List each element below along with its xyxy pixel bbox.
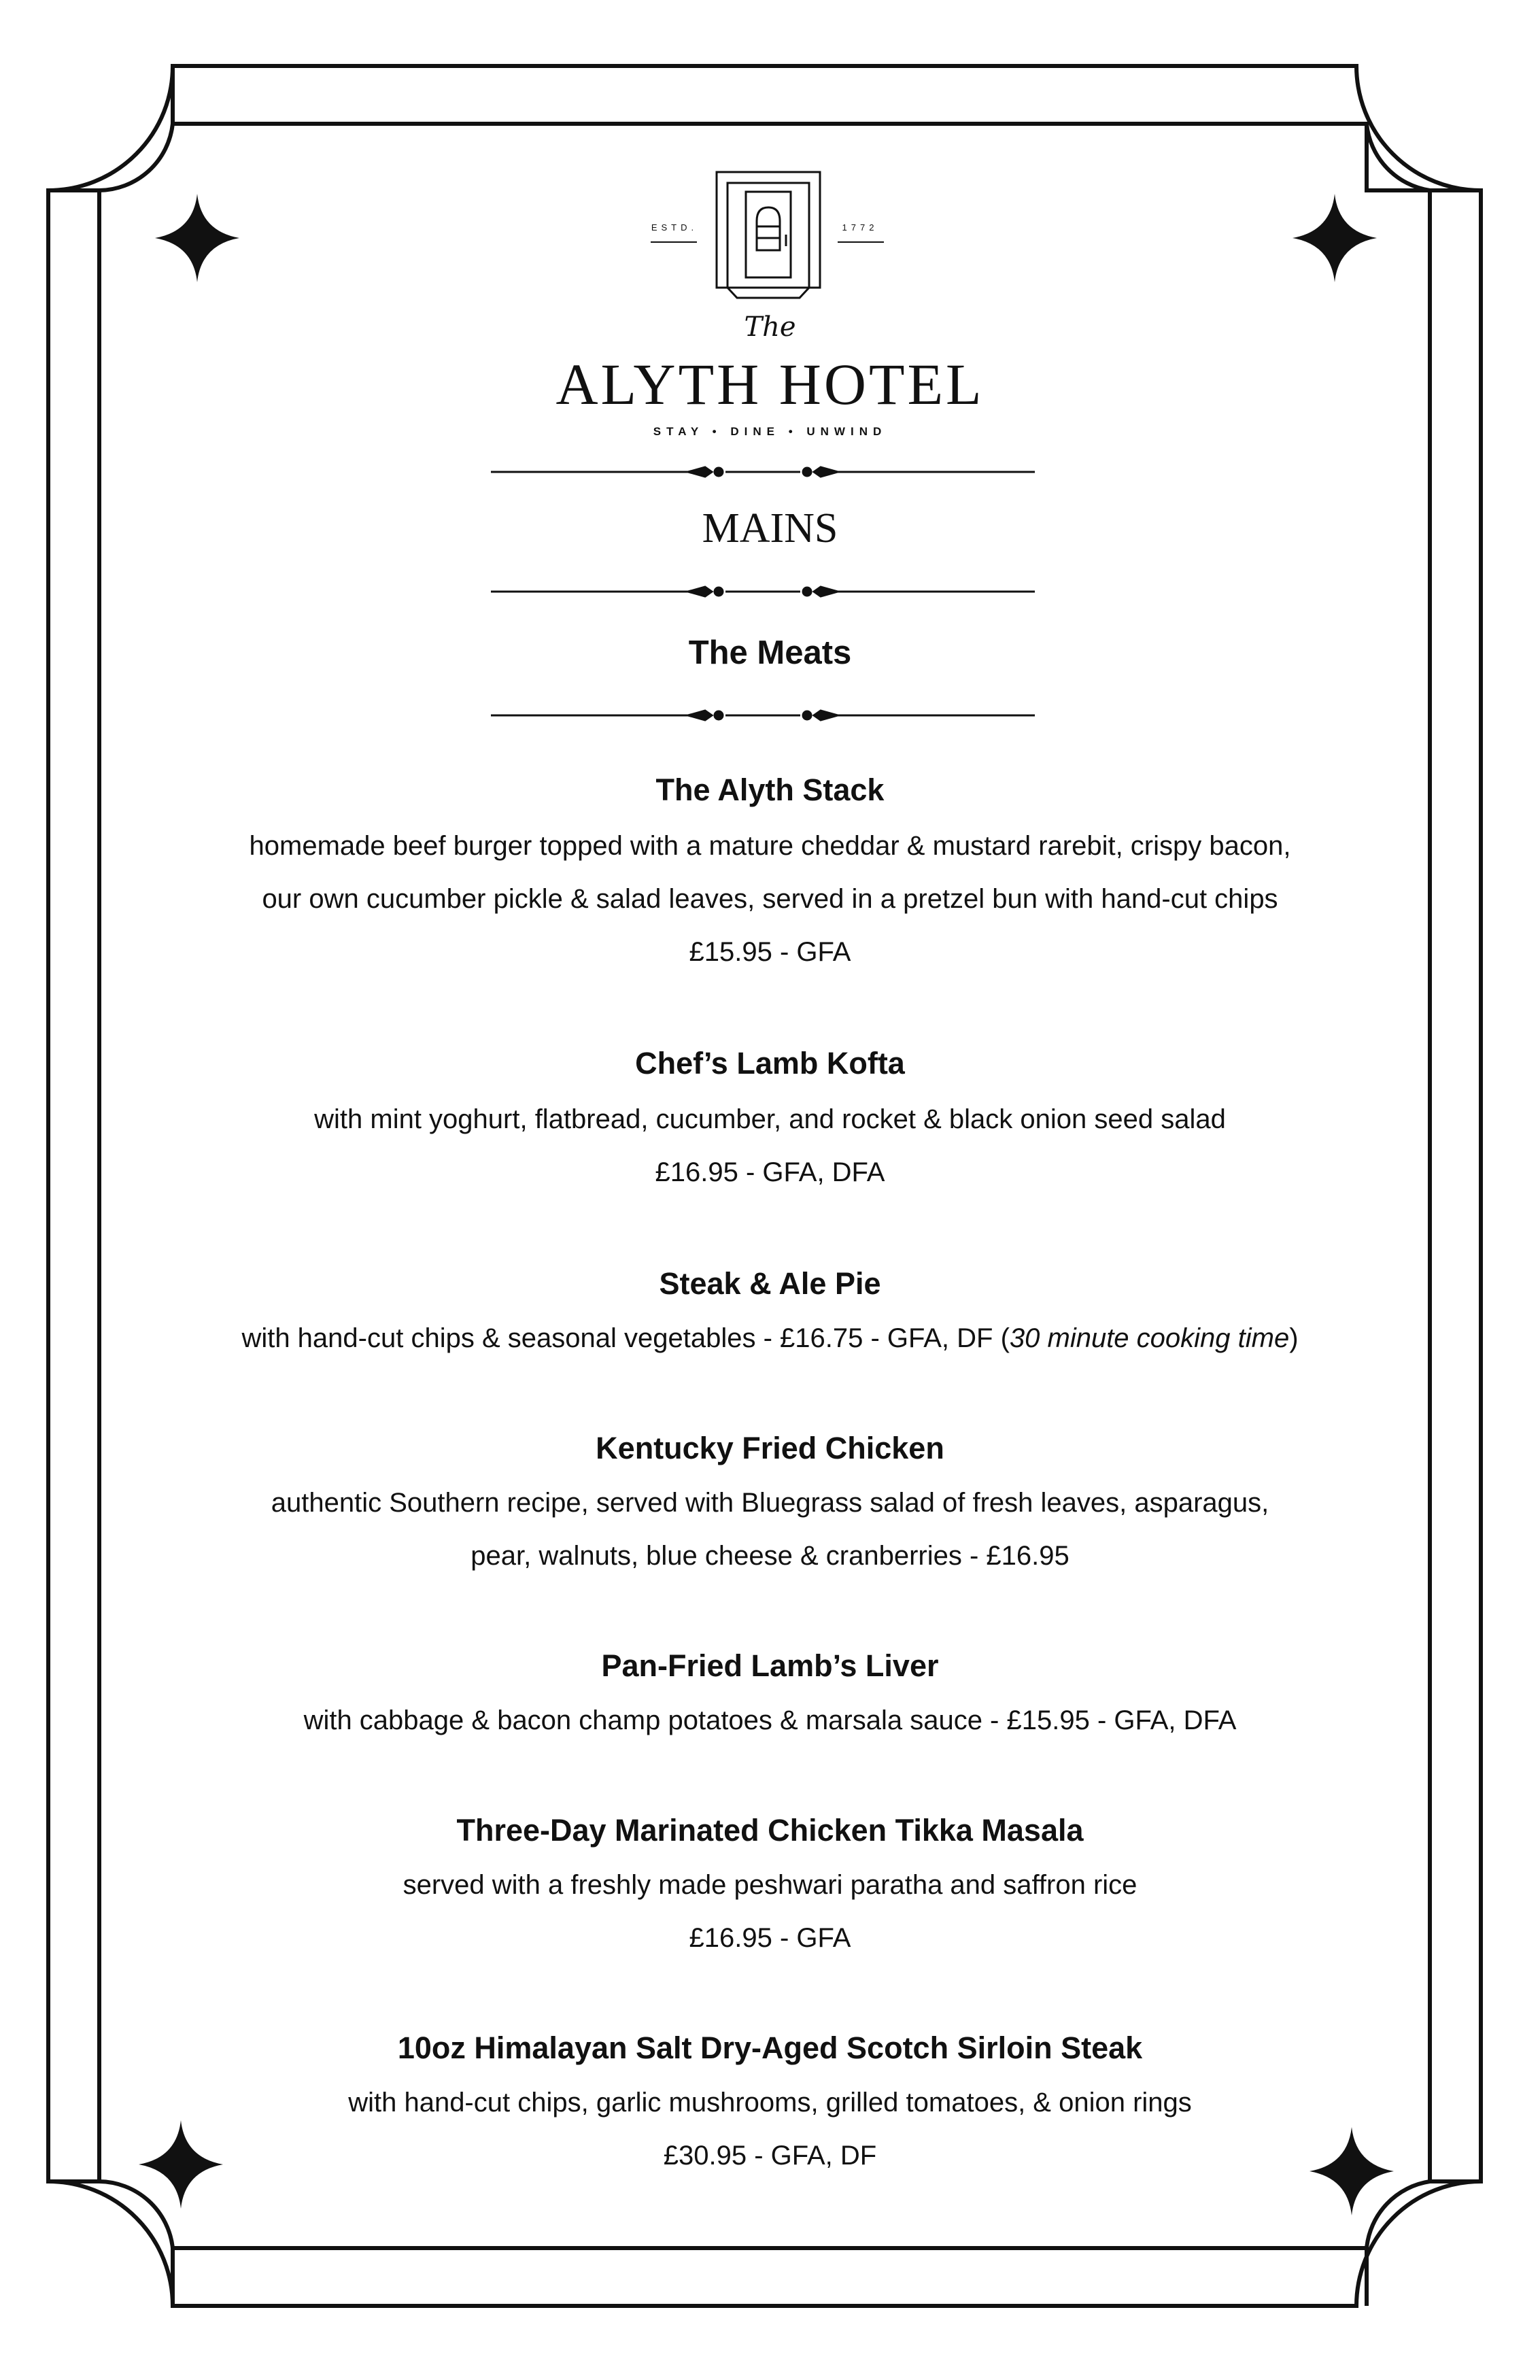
hotel-name: ALYTH HOTEL (555, 352, 985, 417)
cooking-time-note: 30 minute cooking time (1009, 1323, 1290, 1353)
menu-item-description: pear, walnuts, blue cheese & cranberries - £16.95 (470, 1541, 1070, 1571)
menu-item-name: Kentucky Fried Chicken (596, 1431, 944, 1465)
menu-item-name: Steak & Ale Pie (659, 1266, 881, 1301)
menu-item-description: with hand-cut chips, garlic mushrooms, grilled tomatoes, & onion rings (348, 2088, 1192, 2118)
menu-item-name: Chef’s Lamb Kofta (635, 1046, 905, 1081)
menu-item-description: with cabbage & bacon champ potatoes & marsala sauce - £15.95 - GFA, DFA (303, 1705, 1237, 1735)
menu-item-price: £15.95 - GFA (689, 937, 851, 967)
estd-underline (651, 241, 697, 243)
estd-year: 1772 (842, 222, 878, 233)
menu-item-price: £30.95 - GFA, DF (663, 2141, 877, 2171)
ornament-divider (491, 464, 1035, 480)
menu-item-description: our own cucumber pickle & salad leaves, served in a pretzel bun with hand-cut chips (262, 884, 1278, 914)
menu-item-price: £16.95 - GFA (689, 1923, 851, 1953)
menu-item-name: 10oz Himalayan Salt Dry-Aged Scotch Sirloin Steak (397, 2030, 1143, 2065)
menu-item-description: homemade beef burger topped with a mature cheddar & mustard rarebit, crispy bacon, (249, 831, 1291, 861)
menu-item-description: served with a freshly made peshwari paratha and saffron rice (403, 1870, 1137, 1900)
menu-item-description: authentic Southern recipe, served with Bluegrass salad of fresh leaves, asparagus, (271, 1488, 1269, 1518)
menu-item-price: £16.95 - GFA, DFA (655, 1157, 885, 1187)
door-logo-icon (717, 172, 820, 298)
menu-item-description: with mint yoghurt, flatbread, cucumber, and rocket & black onion seed salad (314, 1104, 1226, 1134)
menu-item-description-end: ) (1289, 1323, 1299, 1353)
menu-item-name: The Alyth Stack (655, 772, 885, 807)
menu-title: MAINS (702, 505, 838, 551)
menu-item-name: Three-Day Marinated Chicken Tikka Masala (456, 1813, 1084, 1848)
hotel-prefix: The (744, 311, 796, 343)
menu-item-name: Pan-Fried Lamb’s Liver (601, 1648, 939, 1683)
year-underline (838, 241, 884, 243)
ornament-divider (491, 583, 1035, 600)
ornament-divider (491, 707, 1035, 724)
menu-item-description-main: with hand-cut chips & seasonal vegetables - £16.75 - GFA, DF ( (241, 1323, 1010, 1353)
estd-label: ESTD. (651, 222, 698, 233)
sparkle-icon (155, 194, 239, 282)
menu-item-description (0, 1323, 1540, 1354)
sparkle-icon (1293, 194, 1377, 282)
section-title: The Meats (688, 634, 852, 671)
hotel-tagline: STAY • DINE • UNWIND (653, 425, 887, 438)
